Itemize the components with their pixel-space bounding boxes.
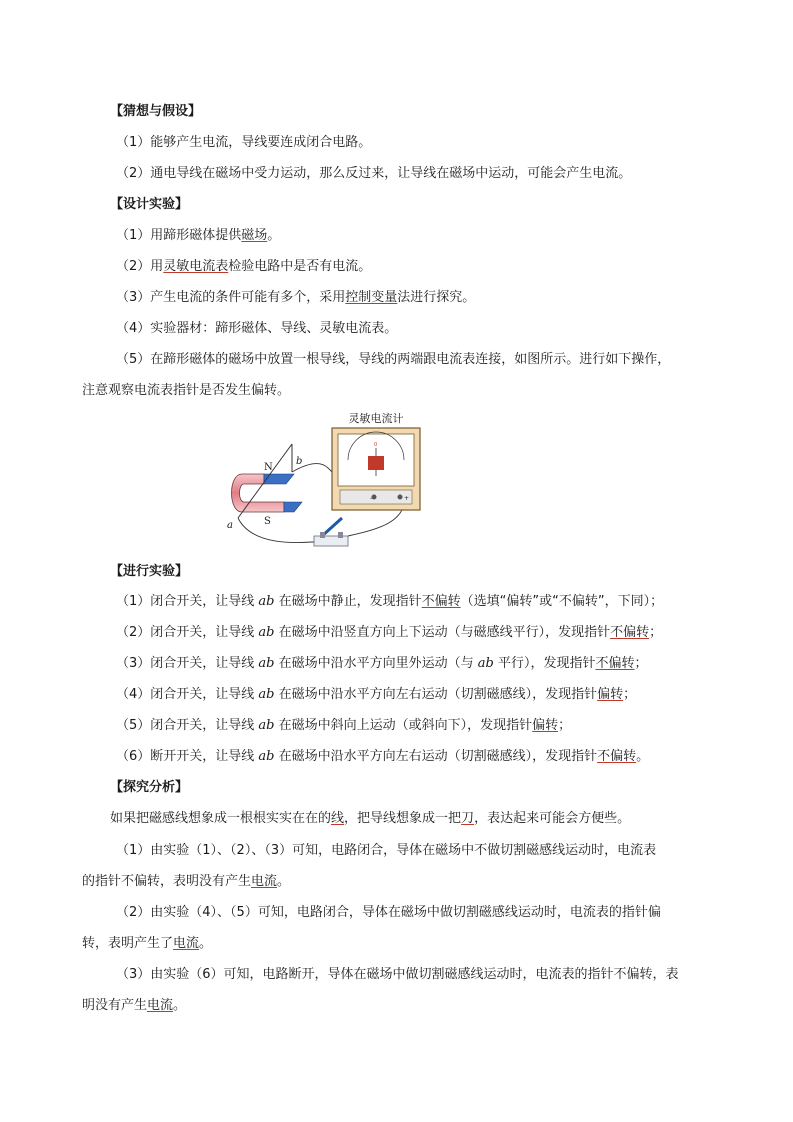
answer-blank: 控制变量 [345, 290, 398, 305]
design-1: （1）用蹄形磁体提供磁场。 [116, 228, 281, 243]
answer-blank: 电流 [147, 998, 174, 1013]
minus-terminal: - [370, 495, 373, 502]
answer-blank: 不偏转 [421, 594, 461, 609]
answer-blank: 不偏转 [597, 749, 637, 764]
heading-experiment: 【进行实验】 [110, 564, 189, 579]
zero-mark: 0 [374, 442, 378, 448]
analysis-3a: （3）由实验（6）可知，电路断开，导体在磁场中做切割磁感线运动时，电流表的指针不偏转，表 [116, 967, 679, 982]
galvanometer-label: 灵敏电流计 [348, 412, 404, 425]
wire-to-switch [238, 518, 320, 543]
label-a: a [227, 520, 233, 531]
heading-hypothesis: 【猜想与假设】 [110, 104, 202, 119]
answer-blank: 不偏转 [595, 656, 635, 671]
answer-blank: 线 [331, 811, 345, 826]
experiment-2: （2）闭合开关，让导线 ab 在磁场中沿竖直方向上下运动（与磁感线平行），发现指针不偏转； [116, 625, 663, 640]
heading-analysis: 【探究分析】 [110, 780, 189, 795]
analysis-2b: 转，表明产生了电流。 [82, 936, 213, 951]
analysis-1a: （1）由实验（1）、（2）、（3）可知，电路闭合，导体在磁场中不做切割磁感线运动时，电流表 [116, 843, 657, 858]
experiment-figure [224, 408, 426, 550]
analysis-1b: 的指针不偏转，表明没有产生电流。 [82, 874, 291, 889]
heading-design: 【设计实验】 [110, 197, 189, 212]
plus-terminal: + [404, 495, 410, 502]
experiment-5: （5）闭合开关，让导线 ab 在磁场中斜向上运动（或斜向下），发现指针偏转； [116, 718, 572, 733]
label-b: b [296, 456, 303, 467]
design-4: （4）实验器材：蹄形磁体、导线、灵敏电流表。 [116, 321, 398, 336]
design-5b: 注意观察电流表指针是否发生偏转。 [82, 383, 291, 398]
answer-blank: 刀 [461, 811, 475, 826]
design-3: （3）产生电流的条件可能有多个，采用控制变量法进行探究。 [116, 290, 476, 305]
switch [314, 518, 348, 546]
answer-blank: 灵敏电流表 [163, 259, 229, 274]
design-2: （2）用灵敏电流表检验电路中是否有电流。 [116, 259, 372, 274]
answer-blank: 不偏转 [610, 625, 650, 640]
answer-blank: 磁场 [241, 228, 268, 243]
analysis-intro: 如果把磁感线想象成一根根实实在在的线，把导线想象成一把刀，表达起来可能会方便些。 [110, 811, 631, 826]
answer-blank: 电流 [173, 936, 200, 951]
hypothesis-2: （2）通电导线在磁场中受力运动，那么反过来，让导线在磁场中运动，可能会产生电流。 [116, 166, 632, 181]
analysis-3b: 明没有产生电流。 [82, 998, 187, 1013]
horseshoe-magnet [232, 474, 303, 512]
experiment-4: （4）闭合开关，让导线 ab 在磁场中沿水平方向左右运动（切割磁感线），发现指针偏转； [116, 687, 637, 702]
answer-blank: 电流 [251, 874, 278, 889]
analysis-2a: （2）由实验（4）、（5）可知，电路闭合，导体在磁场中做切割磁感线运动时，电流表的指针偏 [116, 905, 661, 920]
south-pole-label: S [264, 516, 271, 527]
hypothesis-1: （1）能够产生电流，导线要连成闭合电路。 [116, 135, 372, 150]
experiment-3: （3）闭合开关，让导线 ab 在磁场中沿水平方向里外运动（与 ab 平行），发现指针不偏转； [116, 656, 648, 671]
experiment-1: （1）闭合开关，让导线 ab 在磁场中静止，发现指针不偏转（选填“偏转”或“不偏转”，下同）； [116, 594, 664, 609]
experiment-6: （6）断开开关，让导线 ab 在磁场中沿水平方向左右运动（切割磁感线），发现指针不偏转。 [116, 749, 650, 764]
answer-blank: 偏转 [532, 718, 559, 733]
design-5a: （5）在蹄形磁体的磁场中放置一根导线，导线的两端跟电流表连接，如图所示。进行如下操作， [116, 352, 671, 367]
north-pole-label: N [264, 462, 273, 473]
galvanometer [332, 428, 420, 510]
answer-blank: 偏转 [597, 687, 624, 702]
